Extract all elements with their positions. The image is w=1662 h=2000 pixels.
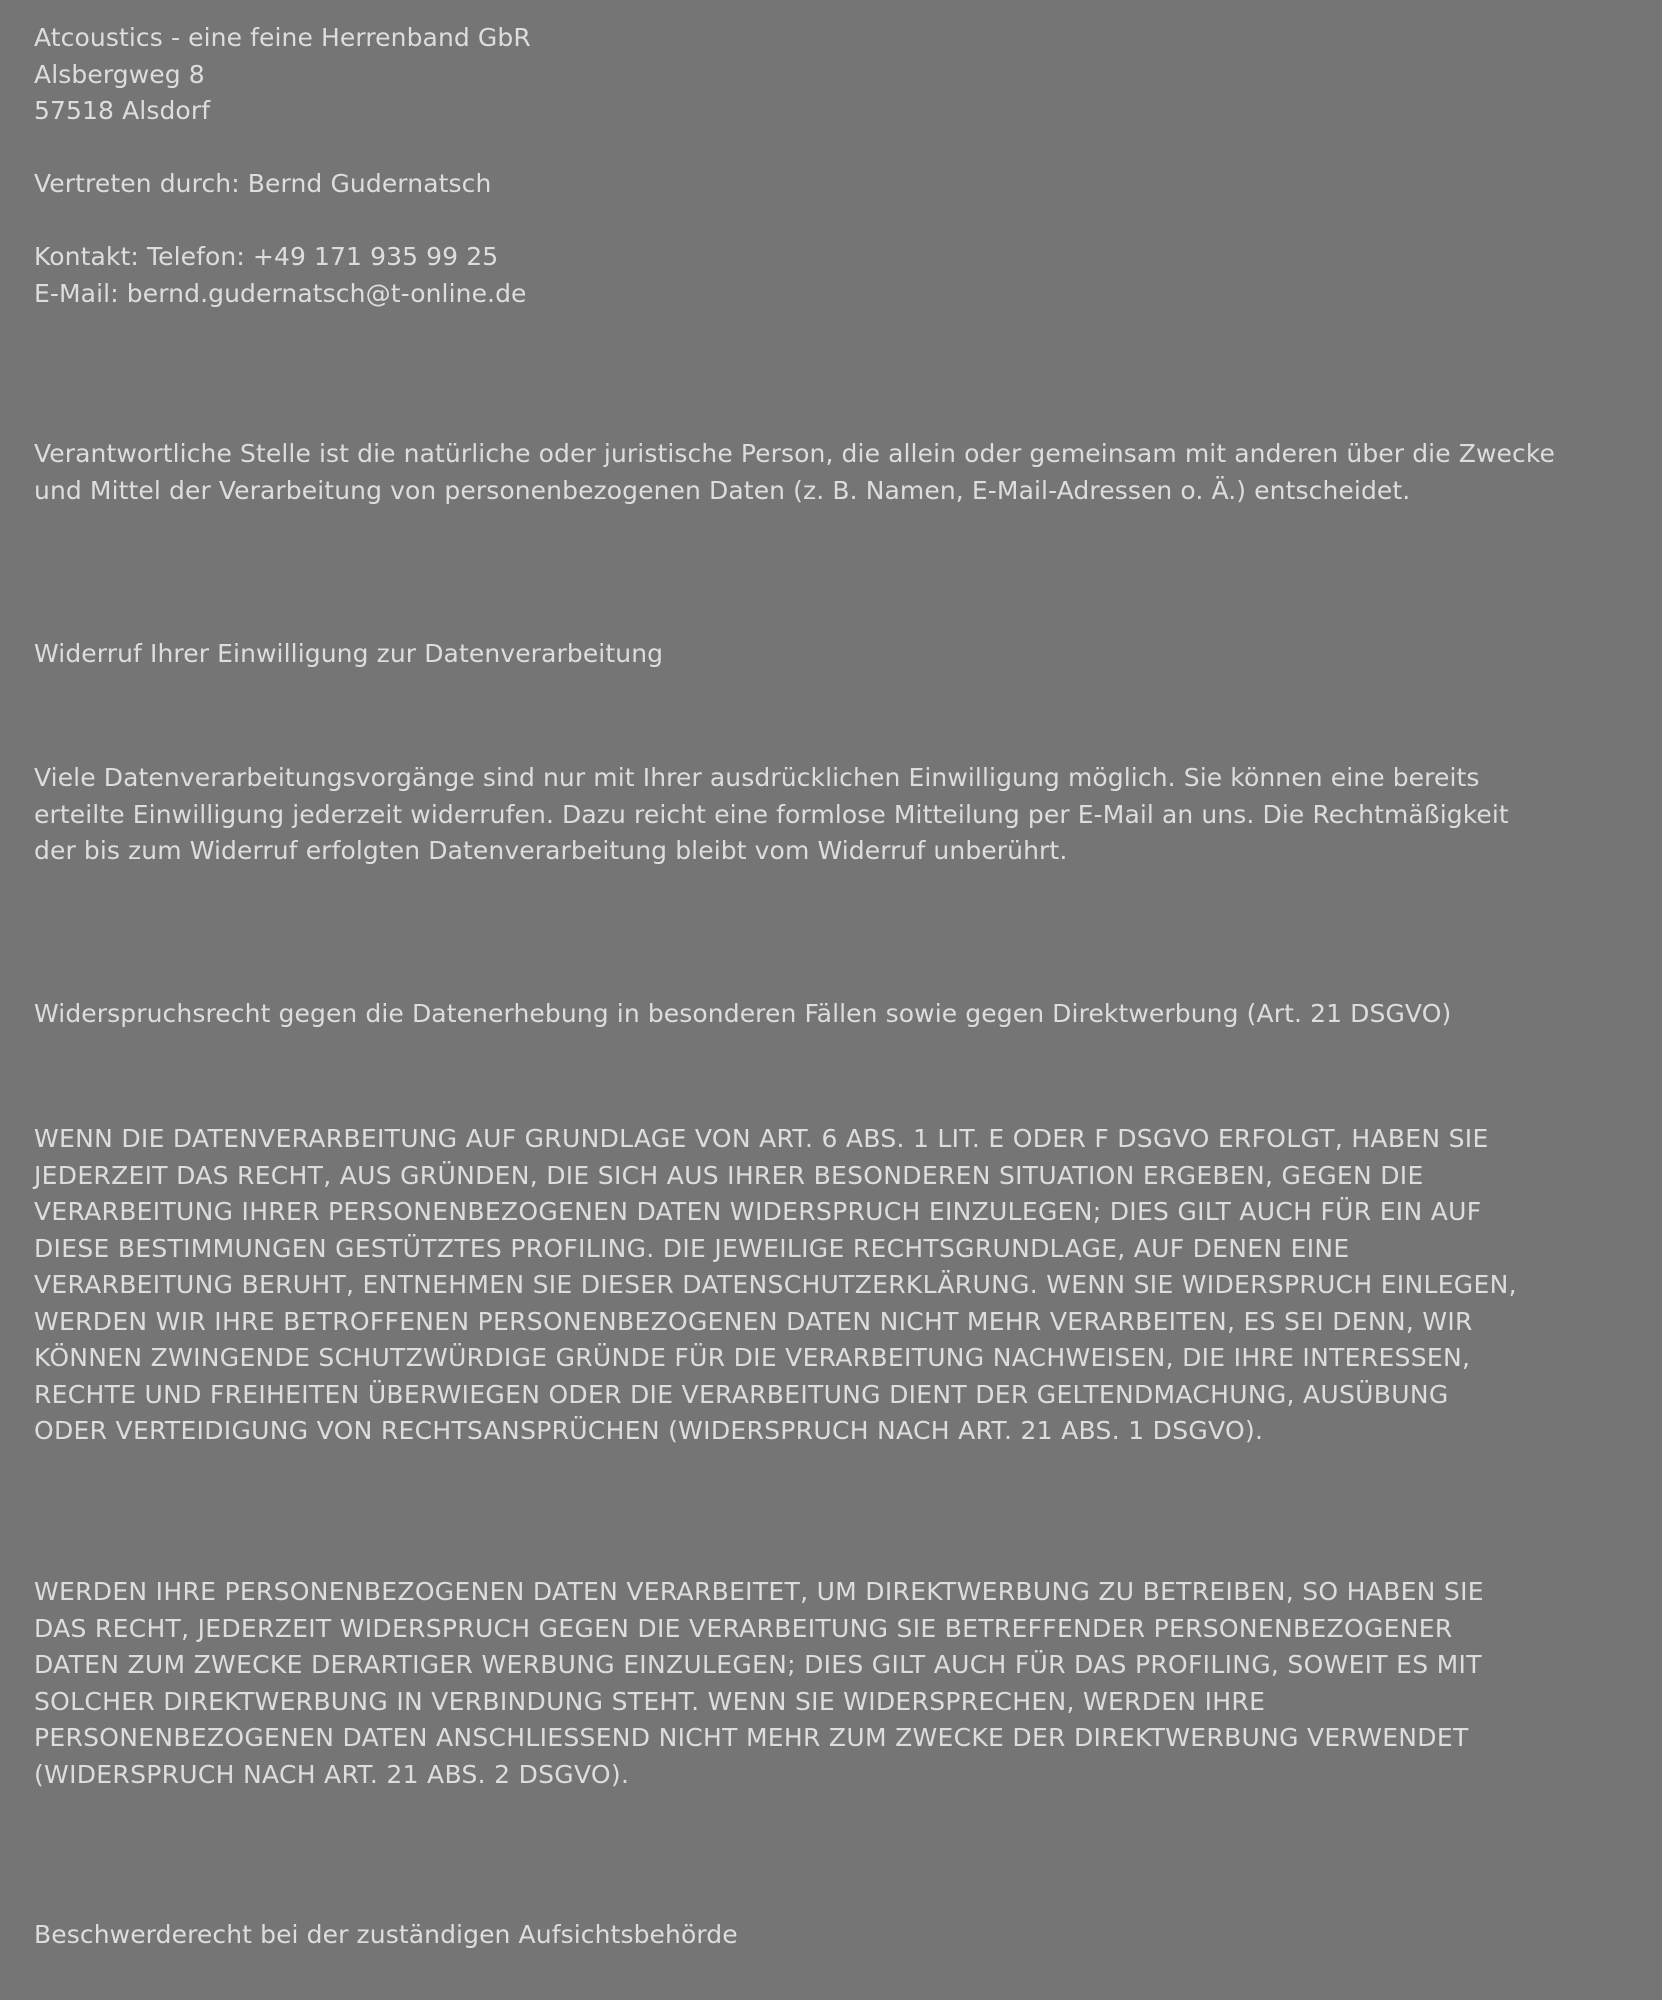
represented-by-text: Vertreten durch: Bernd Gudernatsch [34,169,492,198]
section-heading: Widerruf Ihrer Einwilligung zur Datenverarbeitung [34,639,664,668]
objection-paragraph-2 [34,1574,1574,1793]
paragraph-line: (WIDERSPRUCH NACH ART. 21 ABS. 2 DSGVO). [34,1759,630,1789]
paragraph-line: WERDEN IHRE PERSONENBEZOGENEN DATEN VERARBEITET, UM DIREKTWERBUNG ZU BETREIBEN, SO HABEN SIE [34,1577,1484,1606]
section-heading: Widerspruchsrecht gegen die Datenerhebung in besonderen Fällen sowie gegen Direktwerbung (Art. 21 DSGVO) [34,999,1452,1028]
paragraph-line: ODER VERTEIDIGUNG VON RECHTSANSPRÜCHEN (WIDERSPRUCH NACH ART. 21 ABS. 1 DSGVO). [34,1416,1264,1445]
contact-details [34,239,1574,312]
paragraph-line: KÖNNEN ZWINGENDE SCHUTZWÜRDIGE GRÜNDE FÜR DIE VERARBEITUNG NACHWEISEN, DIE IHRE INTERESSEN, [34,1343,1471,1372]
paragraph-line: JEDERZEIT DAS RECHT, AUS GRÜNDEN, DIE SICH AUS IHRER BESONDEREN SITUATION ERGEBEN, GEGEN DIE [34,1160,1424,1190]
company-name: Atcoustics - eine feine Herrenband GbR [34,23,531,52]
objection-paragraph-1 [34,1121,1574,1450]
contact-address [34,20,1574,130]
paragraph-line: PERSONENBEZOGENEN DATEN ANSCHLIESSEND NICHT MEHR ZUM ZWECKE DER DIREKTWERBUNG VERWENDET [34,1723,1469,1752]
responsible-body-paragraph [34,436,1574,509]
representative [34,166,1574,203]
paragraph-line: der bis zum Widerruf erfolgten Datenverarbeitung bleibt vom Widerruf unberührt. [34,836,1068,865]
paragraph-line: VERARBEITUNG BERUHT, ENTNEHMEN SIE DIESER DATENSCHUTZERKLÄRUNG. WENN SIE WIDERSPRUCH EINLEGEN, [34,1270,1517,1299]
objection-heading [34,996,1574,1033]
phone-text: Kontakt: Telefon: +49 171 935 99 25 [34,242,499,271]
paragraph-line: VERARBEITUNG IHRER PERSONENBEZOGENEN DATEN WIDERSPRUCH EINZULEGEN; DIES GILT AUCH FÜR EIN AUF [34,1197,1482,1226]
paragraph-line: SOLCHER DIREKTWERBUNG IN VERBINDUNG STEHT. WENN SIE WIDERSPRECHEN, WERDEN IHRE [34,1686,1266,1716]
paragraph-line: DATEN ZUM ZWECKE DERARTIGER WERBUNG EINZULEGEN; DIES GILT AUCH FÜR DAS PROFILING, SOWEIT ES MIT [34,1650,1482,1679]
revocation-paragraph [34,760,1574,870]
paragraph-line: und Mittel der Verarbeitung von personenbezogenen Daten (z. B. Namen, E-Mail-Adressen o. Ä.) entscheidet. [34,475,1411,505]
paragraph-line: WERDEN WIR IHRE BETROFFENEN PERSONENBEZOGENEN DATEN NICHT MEHR VERARBEITEN, ES SEI DENN, WIR [34,1306,1473,1336]
complaint-heading [34,1917,1574,1954]
email-text: E-Mail: bernd.gudernatsch@t-online.de [34,278,527,308]
paragraph-line: DIESE BESTIMMUNGEN GESTÜTZTES PROFILING. DIE JEWEILIGE RECHTSGRUNDLAGE, AUF DENEN EINE [34,1233,1350,1263]
paragraph-line: DAS RECHT, JEDERZEIT WIDERSPRUCH GEGEN DIE VERARBEITUNG SIE BETREFFENDER PERSONENBEZOGENER [34,1613,1453,1643]
paragraph-line: erteilte Einwilligung jederzeit widerrufen. Dazu reicht eine formlose Mitteilung per E-Mail an uns. Die Rechtmäßigkeit [34,799,1509,829]
section-heading: Beschwerderecht bei der zuständigen Aufsichtsbehörde [34,1920,738,1949]
paragraph-line: Verantwortliche Stelle ist die natürliche oder juristische Person, die allein oder gemeinsam mit anderen über die Zwecke [34,439,1556,468]
paragraph-line: RECHTE UND FREIHEITEN ÜBERWIEGEN ODER DIE VERARBEITUNG DIENT DER GELTENDMACHUNG, AUSÜBUNG [34,1379,1449,1409]
city-address: 57518 Alsdorf [34,96,211,125]
street-address: Alsbergweg 8 [34,59,205,89]
paragraph-line: Viele Datenverarbeitungsvorgänge sind nur mit Ihrer ausdrücklichen Einwilligung möglich. Sie können eine bereits [34,763,1480,792]
revocation-heading [34,636,1574,673]
paragraph-line: WENN DIE DATENVERARBEITUNG AUF GRUNDLAGE VON ART. 6 ABS. 1 LIT. E ODER F DSGVO ERFOLGT, HABEN SIE [34,1124,1489,1153]
